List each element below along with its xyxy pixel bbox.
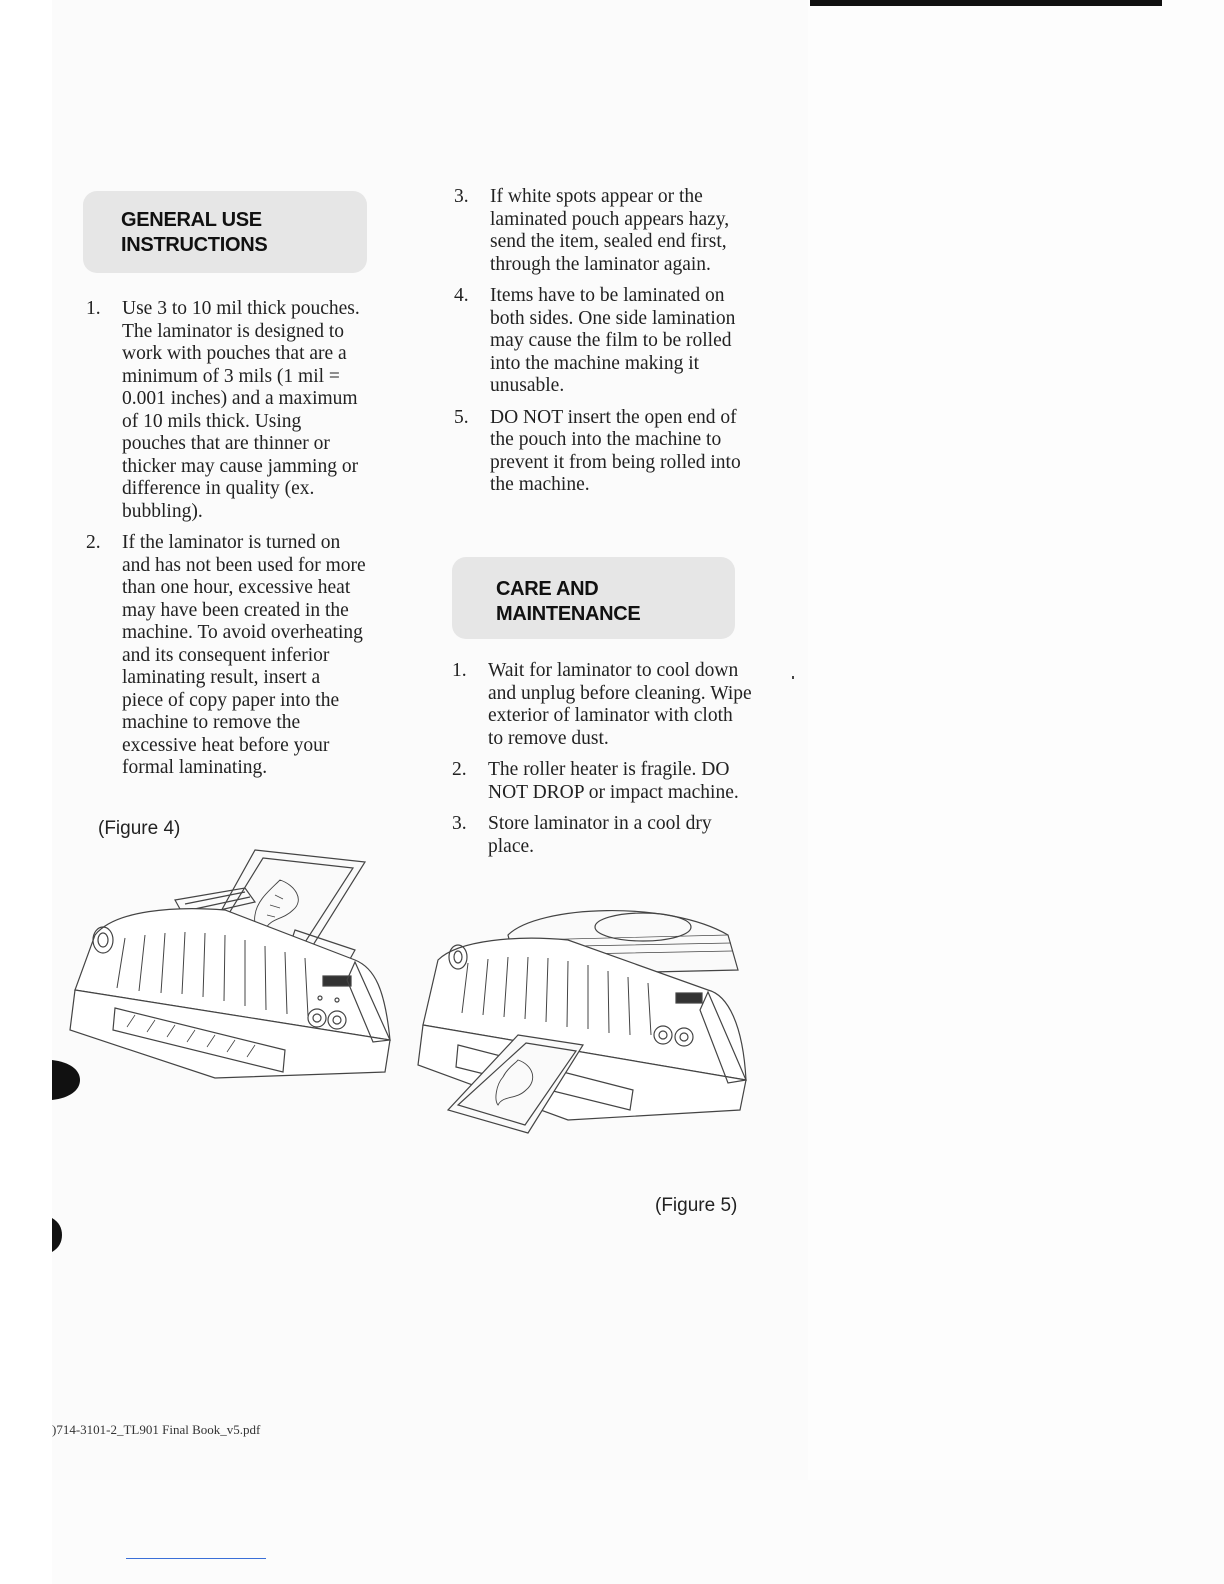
item-number: 4. (454, 285, 469, 306)
figure-5-caption: (Figure 5) (655, 1195, 738, 1216)
item-text: Wait for laminator to cool down and unplug before cleaning. Wipe exterior of laminator with cloth to remove dust. (488, 660, 752, 749)
left-margin (0, 0, 52, 1584)
general-use-header (83, 191, 367, 273)
page-tab-marker (52, 1218, 62, 1252)
page-bottom (52, 1480, 1224, 1584)
item-text: Items have to be laminated on both sides. One side lamination may cause the film to be rolled into the machine making it unusable. (490, 285, 736, 396)
item-text: If the laminator is turned on and has not been used for more than one hour, excessive heat may have been created in the machine. To avoid overheating and its consequent inferior laminating result, insert a piece of copy paper into the machine to remove the excessive heat before your formal laminating. (122, 532, 366, 778)
header-line-2: INSTRUCTIONS (121, 234, 268, 256)
figure-4-caption: (Figure 4) (98, 818, 181, 839)
care-maintenance-list (452, 660, 752, 867)
item-number: 3. (452, 813, 467, 834)
item-number: 2. (86, 532, 101, 553)
blank-area (808, 0, 1224, 1480)
general-use-list-part1 (86, 298, 366, 789)
list-item (454, 285, 744, 398)
list-item (86, 298, 366, 523)
item-text: If white spots appear or the laminated pouch appears hazy, send the item, sealed end first, through the laminator again. (490, 186, 730, 275)
item-number: 5. (454, 406, 469, 428)
item-number: 2. (452, 759, 467, 780)
list-item (86, 532, 366, 780)
item-text: The roller heater is fragile. DO NOT DROP or impact machine. (488, 759, 739, 803)
list-item (454, 186, 744, 276)
item-number: 3. (454, 186, 469, 207)
header-line-2: MAINTENANCE (496, 603, 641, 625)
list-item (454, 407, 744, 497)
care-maintenance-header (452, 557, 735, 639)
general-use-list-part2 (454, 186, 744, 506)
header-line-1: GENERAL USE (121, 209, 262, 231)
list-item (452, 813, 752, 858)
item-text: DO NOT insert the open end of the pouch into the machine to prevent it from being rolled into the machine. (490, 406, 741, 495)
item-number: 1. (86, 298, 101, 319)
top-rule (810, 0, 1162, 6)
item-text: Store laminator in a cool dry place. (488, 813, 712, 857)
item-text: Use 3 to 10 mil thick pouches. The laminator is designed to work with pouches that are a minimum of 3 mils (1 mil = 0.001 inches) and a maximum of 10 mils thick. Using pouches that are thinner or thicker may cause jamming or difference in quality (ex. bubbling). (122, 298, 360, 522)
underline-mark (126, 1558, 266, 1559)
figure-4-laminator-illustration (55, 840, 395, 1090)
item-number: 1. (452, 660, 467, 681)
page-tab-marker (52, 1060, 80, 1100)
figure-5-laminator-illustration (408, 895, 753, 1145)
footer-filename: )714-3101-2_TL901 Final Book_v5.pdf (52, 1422, 261, 1437)
list-item (452, 660, 752, 750)
list-item (452, 759, 752, 804)
stray-mark (792, 676, 794, 679)
header-line-1: CARE AND (496, 578, 599, 600)
